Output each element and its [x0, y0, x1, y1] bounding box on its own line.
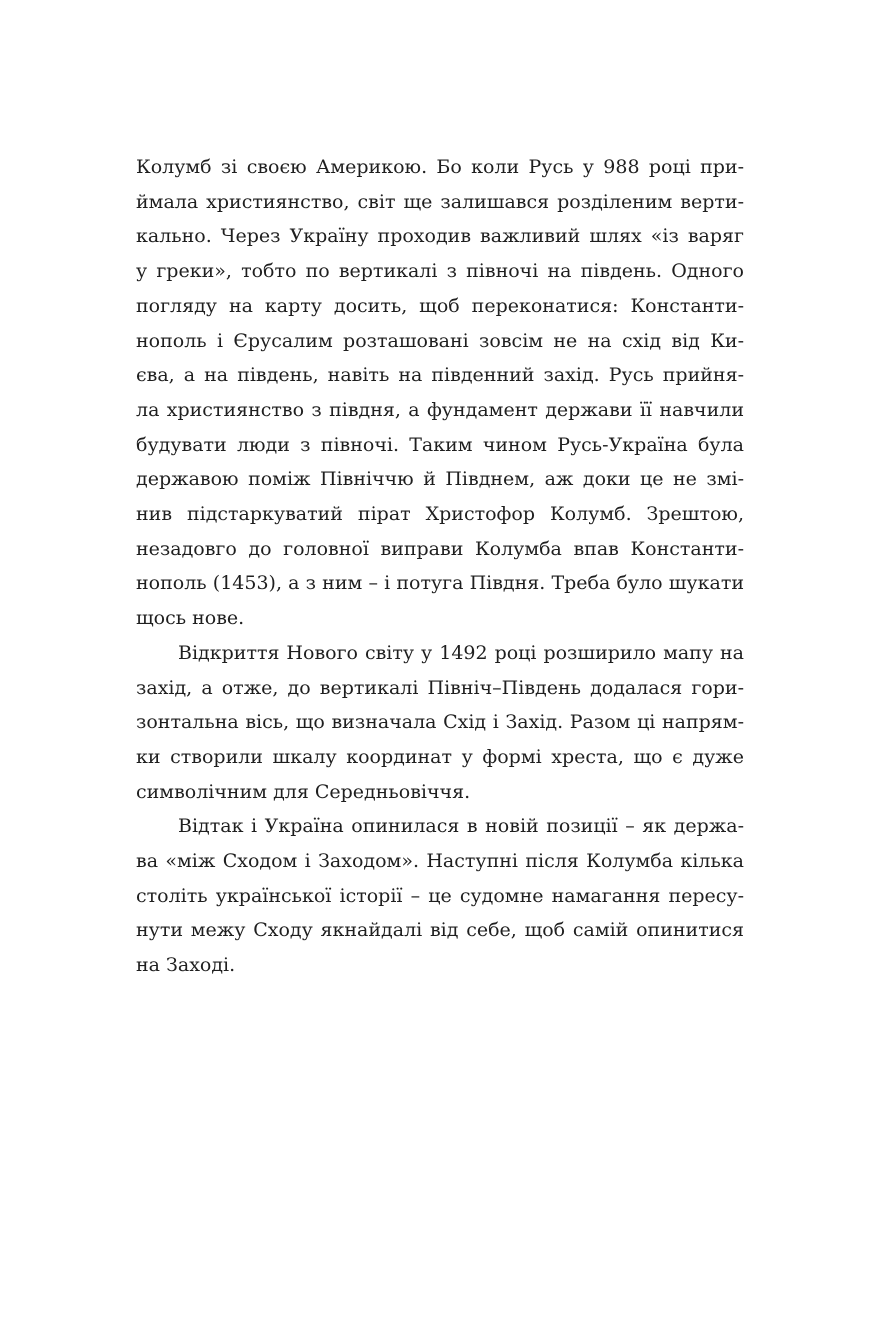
text-line: ла християнство з півдня, а фундамент держави її навчили	[136, 398, 744, 421]
text-line: зонтальна вісь, що визначала Схід і Захід. Разом ці напрям-	[136, 711, 744, 734]
text-line: нив підстаркуватий пірат Христофор Колумб. Зрештою,	[136, 503, 744, 526]
text-line: кально. Через Україну проходив важливий шлях «із варяг	[136, 225, 744, 248]
text-line: державою поміж Північчю й Півднем, аж доки це не змі-	[136, 468, 744, 491]
text-line: Відкриття Нового світу у 1492 році розширило мапу на	[178, 641, 744, 664]
text-line: єва, а на південь, навіть на південний захід. Русь прийня-	[136, 364, 744, 387]
text-line: століть української історії – це судомне намагання пересу-	[136, 884, 744, 907]
text-line: захід, а отже, до вертикалі Північ–Південь додалася гори-	[136, 676, 744, 699]
paragraph-1	[136, 150, 744, 636]
text-line: ки створили шкалу координат у формі хреста, що є дуже	[136, 745, 744, 768]
text-line: погляду на карту досить, щоб переконатися: Константи-	[136, 294, 744, 317]
body-text	[136, 150, 744, 983]
text-line: Відтак і Україна опинилася в новій позиції – як держа-	[178, 815, 744, 838]
text-line: щось нове.	[136, 607, 245, 630]
text-line: у греки», тобто по вертикалі з півночі на південь. Одного	[136, 260, 744, 283]
text-line: будувати люди з півночі. Таким чином Русь-Україна була	[136, 433, 744, 456]
text-line: на Заході.	[136, 954, 236, 977]
text-line: нути межу Сходу якнайдалі від себе, щоб самій опинитися	[136, 919, 744, 942]
text-line: незадовго до головної виправи Колумба впав Константи-	[136, 537, 744, 560]
text-line: ва «між Сходом і Заходом». Наступні після Колумба кілька	[136, 850, 744, 873]
paragraph-2	[136, 636, 744, 810]
text-line: символічним для Середньовіччя.	[136, 780, 471, 803]
text-line: нополь і Єрусалим розташовані зовсім не на схід від Ки-	[136, 329, 744, 352]
text-line: нополь (1453), а з ним – і потуга Півдня. Треба було шукати	[136, 572, 744, 595]
paragraph-3	[136, 809, 744, 983]
text-line: Колумб зі своєю Америкою. Бо коли Русь у 988 році при-	[136, 156, 744, 178]
text-line: ймала християнство, світ ще залишався розділеним верти-	[136, 190, 744, 213]
